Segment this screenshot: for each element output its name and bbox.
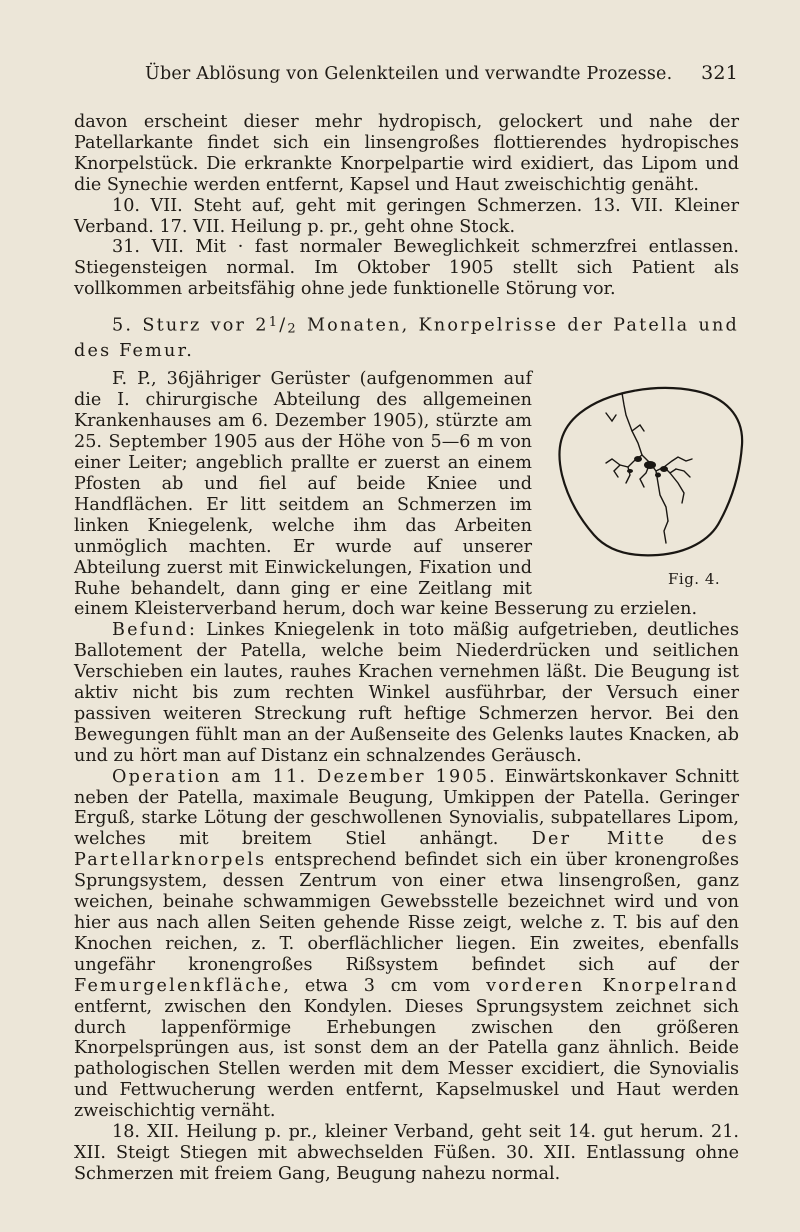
operation-text-4: entfernt, zwischen den Kondylen. Dieses Sprungsystem zeichnet sich durch lappenförmige Erhebungen zwischen den größeren Knorpelsprüngen aus, ist sonst dem an der Patella ganz ähnlich. Beide pathologischen Stellen werden mit dem Messer excidiert, die Synovialis und Fettwucherung werden entfernt, Kapselmuskel und Haut werden zweischichtig vernäht. — [74, 996, 739, 1122]
operation-spaced-2: Femurgelenkfläche — [74, 975, 284, 996]
patella-crack-drawing — [546, 375, 751, 575]
paragraph-befund — [74, 620, 739, 766]
figure-caption: Fig. 4. — [668, 570, 721, 589]
paragraph-followup-1: 10. VII. Steht auf, geht mit geringen Schmerzen. 13. VII. Kleiner Verband. 17. VII. Heilung p. pr., geht ohne Stock. — [74, 195, 739, 237]
case-title-end: Monaten, Knorpelrisse der Patella und des Femur. — [74, 315, 740, 361]
befund-text: Linkes Kniegelenk in toto mäßig aufgetrieben, deutliches Ballotement der Patella, welche beim Niederdrücken und seitlichen Verschieben ein lautes, rauhes Krachen vernehmen läßt. Die Beugung ist aktiv nicht bis zum rechten Winkel ausführbar, der Versuch einer passiven weiteren Streckung ruft heftige Schmerzen hervor. Bei den Bewegungen fühlt man an der Außenseite des Gelenks lautes Knacken, ab und zu hört man auf Distanz ein schnalzendes Geräusch. — [74, 620, 739, 766]
page-number: 321 — [701, 62, 738, 84]
running-header — [145, 62, 738, 84]
figure-4 — [546, 375, 751, 587]
fraction-numerator: 1 — [268, 315, 280, 331]
case-heading: 5. Sturz vor $2^1/2$ Monaten, Knorpelrisse der Patella und des Femur. — [74, 315, 740, 361]
case-number: 5. — [112, 315, 134, 336]
operation-spaced-1: Der Mitte des Partellarknorpels — [74, 829, 739, 871]
operation-spaced-3: vorderen Knorpelrand — [486, 975, 739, 996]
operation-text-3: , etwa 3 cm vom — [283, 975, 487, 996]
befund-label: Befund: — [112, 620, 198, 641]
operation-text-1: Einwärtskonkaver Schnitt neben der Patella, maximale Beugung, Umkippen der Patella. Geringer Erguß, starke Lötung der geschwollenen Synovialis, subpatellares Lipom, welches mit breitem Stiel anhängt. — [74, 766, 739, 850]
operation-text-2: entsprechend befindet sich ein über kronengroßes Sprungsystem, dessen Zentrum von einer etwa linsengroßen, ganz weichen, beinahe schwammigen Gewebsstelle bezeichnet wird und von hier aus nach allen Seiten gehende Risse zeigt, welche z. T. bis auf den Knochen reichen, z. T. oberflächlicher liegen. Ein zweites, ebenfalls ungefähr kronengroßes Rißsystem befindet sich auf der — [74, 850, 739, 975]
body-text — [74, 112, 739, 1185]
paragraph-followup-2: 31. VII. Mit · fast normaler Beweglichkeit schmerzfrei entlassen. Stiegensteigen normal. Im Oktober 1905 stellt sich Patient als vollkommen arbeitsfähig ohne jede funktionelle Störung vor. — [74, 237, 739, 300]
paragraph-anamnesis — [74, 369, 739, 620]
paragraph-operation — [74, 767, 739, 1122]
running-title: Über Ablösung von Gelenkteilen und verwandte Prozesse. — [145, 64, 673, 84]
fraction-denominator: 2 — [287, 321, 298, 337]
operation-label: Operation am 11. Dezember 1905. — [112, 766, 497, 787]
paragraph-continuation: davon erscheint dieser mehr hydropisch, gelockert und nahe der Patellarkante findet sich ein linsengroßes flottierendes hydropisches Knorpelstück. Die erkrankte Knorpelpartie wird exidiert, das Lipom und die Synechie werden entfernt, Kapsel und Haut zweischichtig genäht. — [74, 112, 739, 195]
patella-outline — [559, 388, 742, 555]
paragraph-discharge: 18. XII. Heilung p. pr., kleiner Verband, geht seit 14. gut herum. 21. XII. Steigt Stiegen mit abwechselden Füßen. 30. XII. Entlassung ohne Schmerzen mit freiem Gang, Beugung nahezu normal. — [74, 1122, 739, 1184]
anamnesis-text: F. P., 36jähriger Gerüster (aufgenommen auf die I. chirurgische Abteilung des allgemeinen Krankenhauses am 6. Dezember 1905), stürzte am 25. September 1905 aus der Höhe von 5—6 m von einer Leiter; angeblich prallte er zuerst an einem Pfosten ab und fiel auf beide Kniee und Handflächen. Er litt seitdem an Schmerzen im linken Kniegelenk, welche ihm das Arbeiten unmöglich machten. Er wurde auf unserer Abteilung zuerst mit Einwickelungen, Fixation und Ruhe behandelt, dann ging er eine Zeitlang mit einem Kleisterverband herum, doch war keine Besserung zu erzielen. — [74, 369, 698, 620]
case-title-start: Sturz vor 2 — [142, 315, 269, 336]
crack-center — [627, 456, 668, 478]
